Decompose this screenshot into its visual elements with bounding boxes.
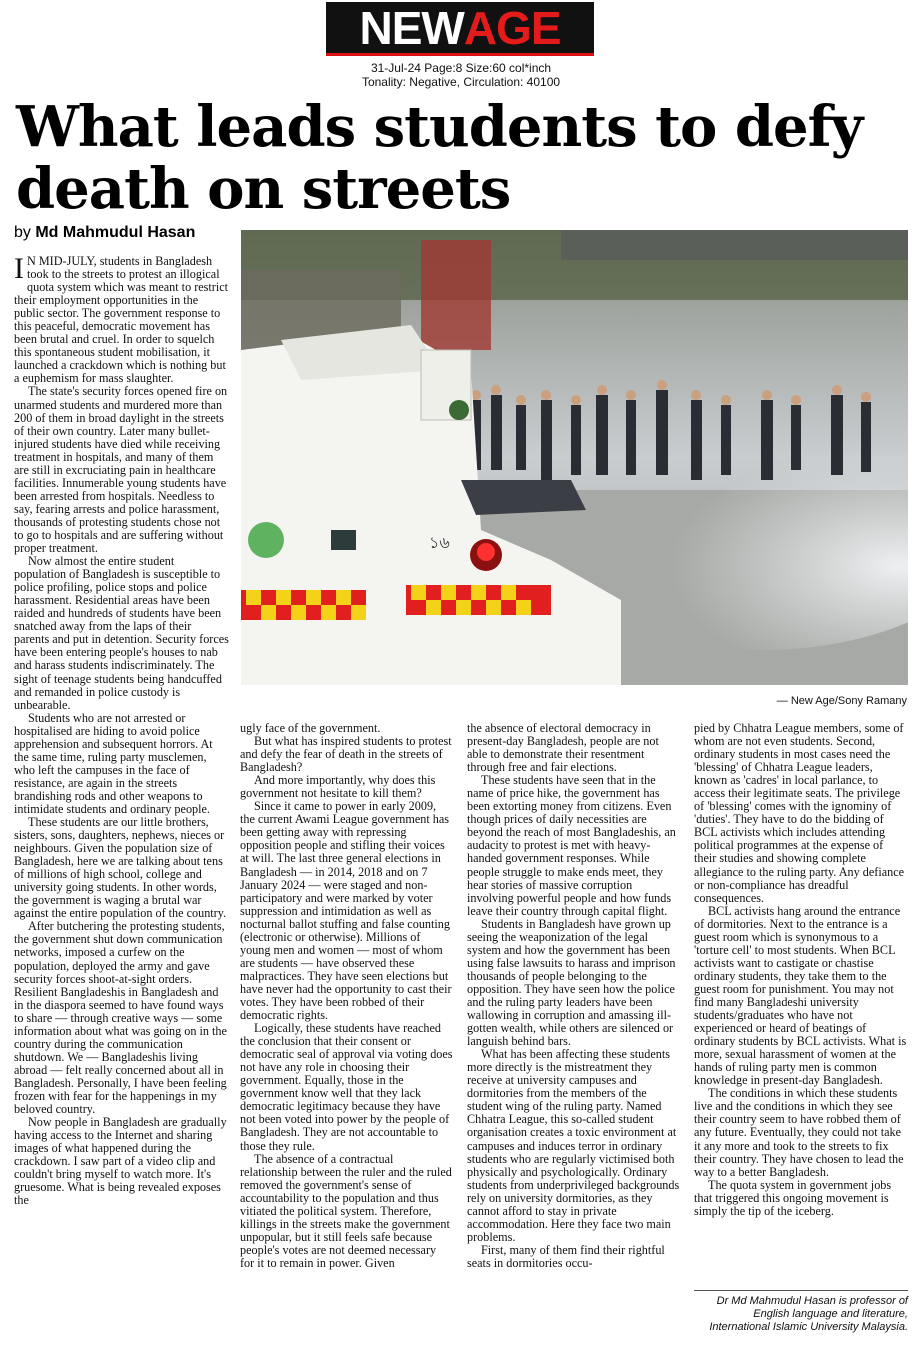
bio-divider bbox=[694, 1290, 908, 1291]
protest-street-photo-icon bbox=[241, 230, 908, 685]
paragraph: the absence of electoral democracy in present-day Bangladesh, people are not able to demonstrate their resentment through free and fair elections. bbox=[467, 721, 659, 775]
clip-metadata bbox=[330, 61, 592, 89]
article-column-4 bbox=[694, 722, 908, 1218]
paragraph: BCL activists hang around the entrance of dormitories. Next to the entrance is a guest room which is synonymous to a 'torture cell' to most students. When BCL activists want to castigate or chastise ordinary students, they take them to the guest room for punishment. You may not find many Bangladeshi university students/graduates who have not experienced or heard of beatings of ordinary students by BCL activists. What is more, sexual harassment of women at the hands of ruling party men is common knowledge in present-day Bangladesh. bbox=[694, 903, 907, 1088]
article-column-1 bbox=[14, 252, 229, 1208]
paragraph: Logically, these students have reached the conclusion that their consent or democratic seal of approval via voting does not have any role in choosing their government. Equally, those in the government know well that they lack democratic legitimacy because they have not been voted into power by the people of Bangladesh. They are not accountable to those they rule. bbox=[240, 1021, 453, 1153]
paragraph: pied by Chhatra League members, some of whom are not even students. Second, ordinary students in most cases need the 'blessing' of Chhatra League leaders, known as 'cadres' in local parlance, to access their legitimate seats. The privilege of 'blessing' comes with the ignominy of 'duties'. They have to do the bidding of BCL activists which includes attending political programmes at the expense of their studies and showing complete allegiance to the ruling party. Any defiance or non-compliance has dreadful consequences. bbox=[694, 721, 905, 905]
paragraph: I N MID-JULY, students in Bangladesh took to the streets to protest an illogical quota system which was meant to restrict their employment opportunities in the public sector. The government response to this peaceful, democratic movement has been brutal and cruel. In order to squelch this spontaneous student mobilisation, it launched a crackdown which is nothing but a euphemism for mass slaughter. bbox=[14, 252, 229, 386]
paragraph: Now almost the entire student population of Bangladesh is susceptible to police profiling, police stops and police harassment. Residential areas have been raided and hundreds of students have been snatched away from the laps of their parents and put in detention. Security forces have been entering people's houses to nab and harass students indiscriminately. The sight of teenage students being handcuffed and remanded in police custody is unbearable. bbox=[14, 554, 229, 712]
author-name: Md Mahmudul Hasan bbox=[35, 224, 196, 241]
clip-meta-line1: 31-Jul-24 Page:8 Size:60 col*inch bbox=[370, 61, 552, 75]
clip-meta-line2: Tonality: Negative, Circulation: 40100 bbox=[361, 75, 561, 89]
drop-cap: I bbox=[14, 252, 24, 285]
paragraph: These students have seen that in the name of price hike, the government has been extorting money from citizens. Even though prices of daily necessities are beyond the reach of most Bangladeshis, an audacity to protest is met with heavy-handed government responses. While people struggle to make ends meet, they hear stories of massive corruption involving powerful people and how funds leave their country through capital flight. bbox=[467, 773, 676, 918]
paragraph: The state's security forces opened fire on unarmed students and murdered more than 200 of them in broad daylight in the streets of their own country. Later many bullet-injured students have died while receiving treatment in hospitals, and many of them are still in excruciating pain in healthcare facilities. Innumerable young students have been arrested from hospitals. Needless to say, fearing arrests and police harassment, thousands of protesting students chose not to go to hospitals and are suffering without proper treatment. bbox=[14, 384, 228, 556]
logo-part-age: AGE bbox=[463, 1, 561, 54]
paragraph: Since it came to power in early 2009, the current Awami League government has been getting away with repressing opposition people and stifling their voices at will. The last three general elections in Bangladesh — in 2014, 2018 and on 7 January 2024 — were staged and non-participatory and were marked by voter suppression and intimidation as well as nocturnal ballot stuffing and false counting (electronic or otherwise). Millions of young men and women — most of whom are students — have observed these malpractices. They have seen elections but have never had the opportunity to cast their votes. They have been robbed of their democratic rights. bbox=[240, 799, 452, 1023]
byline bbox=[14, 224, 195, 242]
logo-part-new: NEW bbox=[359, 1, 464, 54]
article-column-3 bbox=[467, 722, 680, 1270]
byline-prefix: by bbox=[14, 224, 36, 241]
paragraph: These students are our little brothers, sisters, sons, daughters, nephews, nieces or neighbours. Given the population size of Bangladesh, here we are talking about tens of millions of high school, college and university going students. In other words, the government is waging a brutal war against the entire population of the country. bbox=[14, 815, 227, 921]
paragraph: Now people in Bangladesh are gradually having access to the Internet and sharing images of what happened during the crackdown. I saw part of a video clip and couldn't bring myself to watch more. It's gruesome. What is being revealed exposes the bbox=[14, 1115, 227, 1208]
paragraph: Students in Bangladesh have grown up seeing the weaponization of the legal system and how the government has been using false lawsuits to harass and imprison thousands of people belonging to the opposition. They have seen how the police and the ruling party leaders have been wallowing in corruption and amassing ill-gotten wealth, while others are silenced or languish behind bars. bbox=[467, 916, 676, 1049]
author-bio: Dr Md Mahmudul Hasan is professor of English language and literature, International Islamic University Malaysia. bbox=[709, 1295, 908, 1333]
masthead-logo bbox=[326, 2, 594, 56]
paragraph: The conditions in which these students live and the conditions in which they see their country seem to have robbed them of any future. Eventually, they could not take it any more and took to the streets to fix their country. They have chosen to lead the way to a better Bangladesh. bbox=[694, 1086, 904, 1179]
paragraph: The quota system in government jobs that triggered this ongoing movement is simply the tip of the iceberg. bbox=[694, 1177, 892, 1218]
paragraph: First, many of them find their rightful seats in dormitories occu- bbox=[467, 1242, 665, 1270]
paragraph: But what has inspired students to protest and defy the fear of death in the streets of Bangladesh? bbox=[240, 734, 452, 775]
paragraph: ugly face of the government. bbox=[240, 721, 381, 735]
article-photo bbox=[241, 230, 908, 685]
paragraph: And more importantly, why does this government not hesitate to kill them? bbox=[240, 773, 436, 801]
paragraph: Students who are not arrested or hospitalised are hiding to avoid police apprehension and subsequent horrors. At the same time, ruling party musclemen, who left the campuses in the face of resistance, are again in the streets brandishing rods and other weapons to intimidate students and ordinary people. bbox=[14, 710, 213, 816]
vehicle-number-label: ১৬ bbox=[429, 533, 450, 552]
paragraph: The absence of a contractual relationship between the ruler and the ruled removed the government's sense of accountability to the population and thus vitiated the political system. Therefore, killings in the streets make the government unpopular, but it still feels safe because people's votes are not deemed necessary for it to remain in power. Given bbox=[240, 1151, 452, 1270]
photo-credit: — New Age/Sony Ramany bbox=[776, 695, 907, 707]
paragraph: What has been affecting these students more directly is the mistreatment they receive at university campuses and dormitories from the members of the student wing of the ruling party. Named Chhatra League, this so-called student organisation creates a toxic environment at campuses and induces terror in ordinary students who are regularly victimised both physically and psychologically. Ordinary students from underprivileged backgrounds rely on university dormitories, as they cannot afford to stay in private accommodation. Here they face two main problems. bbox=[467, 1047, 680, 1244]
paragraph: After butchering the protesting students, the government shut down communication networks, imposed a curfew on the population, deployed the army and gave security forces shoot-at-sight orders. Resilient Bangladeshis in Bangladesh and in the diaspora seemed to have found ways to share — through creative ways — some information about what was going on in the country during the communication shutdown. We — Bangladeshis living abroad — felt really concerned about all in Bangladesh. Personally, I have been feeling frozen with fear for the happenings in my beloved country. bbox=[14, 919, 227, 1117]
article-headline: What leads students to defy death on streets bbox=[16, 94, 863, 222]
article-column-2 bbox=[240, 722, 453, 1270]
